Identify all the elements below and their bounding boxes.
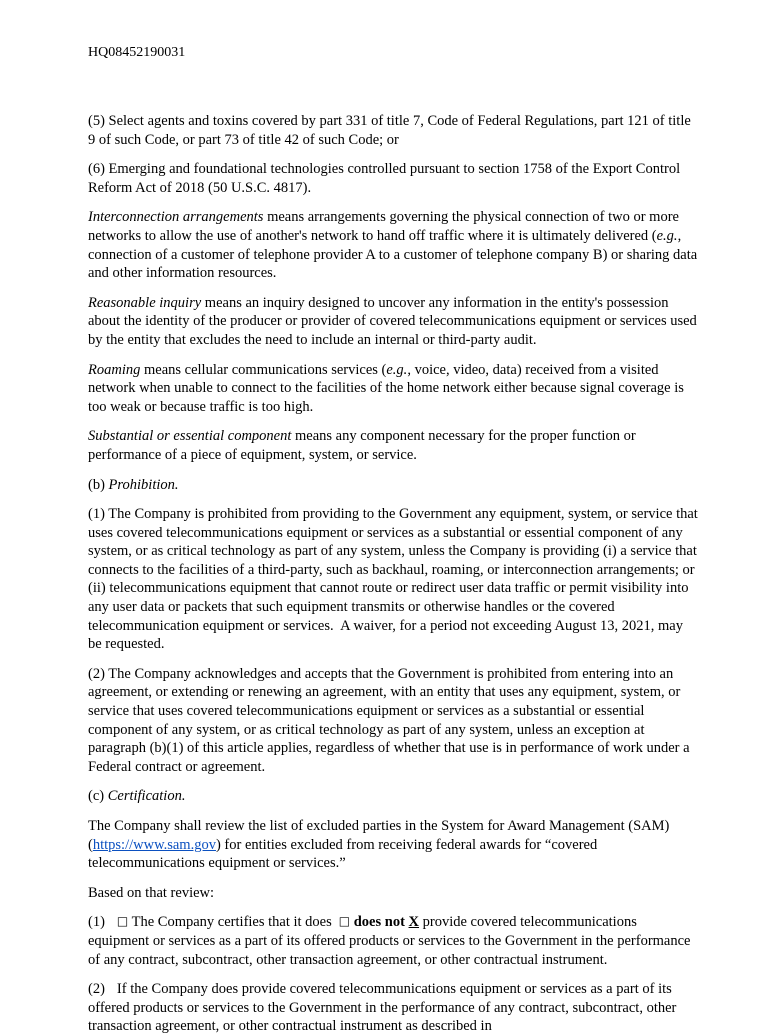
section-b-heading <box>88 476 700 495</box>
definition-text: , voice, video, data) received from a visited network when unable to connect to the facilities of the home network either because signal coverage is too weak or because traffic is too high. <box>88 361 684 415</box>
document-id: HQ08452190031 <box>88 45 186 60</box>
section-letter: (b) <box>88 476 109 493</box>
review-intro: Based on that review: <box>88 884 215 901</box>
section-letter: (c) <box>88 788 108 805</box>
review-item-2 <box>88 980 700 1036</box>
x-mark: X <box>408 914 420 931</box>
eg-abbreviation: e.g. <box>386 361 408 378</box>
definition-term: Substantial or essential component <box>88 428 292 445</box>
item-1-text-a: The Company certifies that it does <box>128 914 332 931</box>
item-2-text: If the Company does provide covered telecommunications equipment or services as a part of its offered products or services to the Government in the performance of any contract, subcontract, other transaction agreement, or other contractual instrument as described in <box>88 981 677 1035</box>
sam-text: The Company shall review the list of excluded parties in the System for Award Management (SAM) ( <box>88 818 670 853</box>
definition-term: Roaming <box>88 361 141 378</box>
definition-text: means cellular communications services ( <box>140 361 387 378</box>
checkbox-does-not[interactable]: □ <box>338 914 351 929</box>
does-not-label: does not <box>350 914 409 931</box>
item-number: (1) <box>88 914 105 931</box>
eg-abbreviation: e.g. <box>656 227 678 244</box>
definition-term: Reasonable inquiry <box>88 294 202 311</box>
definition-text: means any component necessary for the proper function or performance of a piece of equipment, system, or service. <box>88 428 636 463</box>
definition-reasonable-inquiry <box>88 294 700 350</box>
item-1-text-b: provide covered telecommunications equipment or services as a part of its offered products or services to the Government in the performance of any contract, subcontract, other transaction agreement, or other contractual instrument. <box>88 914 691 968</box>
definition-text: means arrangements governing the physical connection of two or more networks to allow the use of another's network to hand off traffic where it is ultimately delivered ( <box>88 209 679 244</box>
paragraph-b1: (1) The Company is prohibited from providing to the Government any equipment, system, or service that uses covered telecommunications equipment or services as a substantial or essential component of any system, or as critical technology as part of any system, unless the Company is providing (i) a service that connects to the facilities of a third-party, such as backhaul, roaming, or interconnection arrangements; or (ii) telecommunications equipment that cannot route or redirect user data traffic or permit visibility into any user data or packets that such equipment transmits or otherwise handles or the covered telecommunication equipment or services. A waiver, for a period not exceeding August 13, 2021, may be requested. <box>88 506 698 653</box>
definition-substantial-component <box>88 427 700 464</box>
section-title: Certification. <box>107 788 186 805</box>
sam-gov-link[interactable]: https://www.sam.gov <box>92 836 216 853</box>
sam-text: ) for entities excluded from receiving federal awards for “covered telecommunications equipment or services.” <box>88 836 598 872</box>
definition-roaming <box>88 361 700 417</box>
document-body <box>88 112 700 1036</box>
definition-term: Interconnection arrangements <box>88 209 264 226</box>
paragraph-sam-review <box>88 817 700 873</box>
definition-text: , connection of a customer of telephone provider A to a customer of telephone company B) or sharing data and other information resources. <box>88 227 698 282</box>
paragraph-b2: (2) The Company acknowledges and accepts that the Government is prohibited from entering into an agreement, or extending or renewing an agreement, with an entity that uses any equipment, system, or service that uses covered telecommunications equipment or services as a substantial or essential component of any system, or as critical technology as part of any system, unless an exception at paragraph (b)(1) of this article applies, regardless of whether that use is in performance of work under a Federal contract or agreement. <box>88 665 690 775</box>
item-number: (2) <box>88 981 105 998</box>
section-title: Prohibition. <box>108 476 179 493</box>
definition-text: means an inquiry designed to uncover any information in the entity's possession about the identity of the producer or provider of covered telecommunications equipment or services used by the entity that excludes the need to include an internal or third-party audit. <box>88 294 697 348</box>
paragraph-item-5: (5) Select agents and toxins covered by part 331 of title 7, Code of Federal Regulations, part 121 of title 9 of such Code, or part 73 of title 42 of such Code; or <box>88 113 691 148</box>
paragraph-item-6: (6) Emerging and foundational technologies controlled pursuant to section 1758 of the Export Control Reform Act of 2018 (50 U.S.C. 4817). <box>88 161 681 196</box>
checkbox-does[interactable]: □ <box>116 914 129 929</box>
review-item-1 <box>88 913 700 969</box>
definition-interconnection <box>88 208 700 282</box>
section-c-heading <box>88 787 700 806</box>
